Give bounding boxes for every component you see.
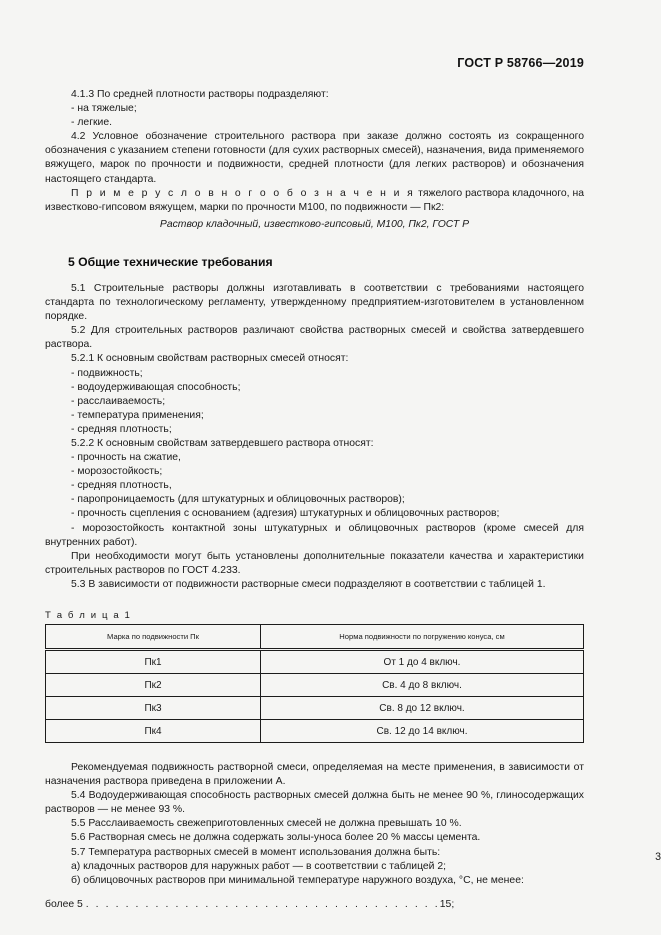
recommended-mobility-note: Рекомендуемая подвижность растворной смеси, определяемая на месте применения, в зависимости от назначения раствора приведена в приложении А.: [45, 762, 584, 788]
leader-dots: . . . . . . . . . . . . . . . . . . . . . . . . . . . . . . . . . . . .: [85, 899, 440, 911]
table-cell-grade: Пк3: [46, 697, 261, 720]
table-1: [45, 624, 584, 743]
table-header-marka: Марка по подвижности Пк: [46, 625, 261, 650]
clause-4-2: 4.2 Условное обозначение строительного раствора при заказе должно состоять из сокращенного обозначения с указанием степени готовности (для сухих растворных смесей), назначения, вида применяемого вяжущего, марок по прочности и подвижности, средней плотности (для легких растворов) и обозначения настоящего стандарта.: [45, 131, 584, 185]
clause-5-5: 5.5 Расслаиваемость свежеприготовленных смесей не должна превышать 10 %.: [71, 818, 462, 830]
table-row: [46, 697, 584, 720]
designation-example-paragraph: [45, 187, 584, 215]
table-cell-grade: Пк2: [46, 674, 261, 697]
table-cell-range: Св. 8 до 12 включ.: [261, 697, 584, 720]
table-cell-range: Св. 12 до 14 включ.: [261, 720, 584, 743]
list-item-morozostoykost: - морозостойкость;: [71, 466, 163, 478]
leader-line-row: [45, 898, 584, 912]
clause-5-7-item-b: б) облицовочных растворов при минимальной температуре наружного воздуха, °С, не менее:: [71, 874, 524, 886]
clause-5-3: 5.3 В зависимости от подвижности растворные смеси подразделяют в соответствии с таблицей 1.: [71, 578, 546, 590]
leader-value: 15;: [439, 899, 455, 911]
section-heading-5: 5 Общие технические требования: [68, 254, 273, 269]
clause-4-1-3-item-a: - на тяжелые;: [71, 103, 137, 115]
list-item-prochnost-stsepleniya: - прочность сцепления с основанием (адгезия) штукатурных и облицовочных растворов;: [71, 508, 500, 520]
designation-example-label: П р и м е р у с л о в н о г о о б о з н а ч е н и я: [71, 187, 416, 199]
body-text-block: [45, 88, 584, 923]
clause-5-6: 5.6 Растворная смесь не должна содержать золы-уноса более 20 % массы цемента.: [71, 832, 481, 844]
designation-example-text: тяжелого раствора кладочного, на известково-гипсовом вяжущем, марки по прочности М100, по подвижности — Пк2:: [45, 187, 585, 213]
table-1-caption: Т а б л и ц а 1: [45, 610, 132, 621]
list-item-morozostoykost-kontaktnoy: - морозостойкость контактной зоны штукатурных и облицовочных растворов (кроме смесей для внутренних работ).: [45, 522, 584, 548]
table-row: [46, 674, 584, 697]
list-item-temperatura: - температура применения;: [71, 409, 204, 421]
list-item-srednyaya-plotnost-2: - средняя плотность,: [71, 480, 172, 492]
table-cell-range: Св. 4 до 8 включ.: [261, 674, 584, 697]
table-header-row: [46, 625, 584, 650]
clause-5-7: 5.7 Температура растворных смесей в момент использования должна быть:: [71, 846, 441, 858]
table-cell-range: От 1 до 4 включ.: [261, 650, 584, 674]
table-header-norma: Норма подвижности по погружению конуса, см: [261, 625, 584, 650]
clause-5-4: 5.4 Водоудерживающая способность растворных смесей должна быть не менее 90 %, глиносодержащих растворов — не менее 93 %.: [45, 790, 584, 816]
designation-example-value: Раствор кладочный, известково-гипсовый, М100, Пк2, ГОСТ Р: [159, 218, 470, 230]
clause-5-7-item-a: а) кладочных растворов для наружных работ — в соответствии с таблицей 2;: [71, 860, 447, 872]
table-row: [46, 650, 584, 674]
clause-5-2-1: 5.2.1 К основным свойствам растворных смесей относят:: [71, 353, 349, 365]
clause-4-1-3-item-b: - легкие.: [71, 117, 112, 129]
table-cell-grade: Пк1: [46, 650, 261, 674]
standard-header: ГОСТ Р 58766—2019: [457, 56, 584, 70]
list-item-podvizhnost: - подвижность;: [71, 367, 143, 379]
table-row: [46, 720, 584, 743]
list-item-paropronitsaemost: - паропроницаемость (для штукатурных и облицовочных растворов);: [71, 494, 405, 506]
clause-5-2: 5.2 Для строительных растворов различают свойства растворных смесей и свойства затвердевшего раствора.: [45, 325, 584, 351]
leader-label: более 5: [45, 899, 86, 911]
list-item-vodouderzhivayushchaya: - водоудерживающая способность;: [71, 381, 241, 393]
list-item-rassloaivaemost: - расслаиваемость;: [71, 395, 166, 407]
clause-5-2-2: 5.2.2 К основным свойствам затвердевшего раствора относят:: [71, 437, 374, 449]
list-item-srednyaya-plotnost: - средняя плотность;: [71, 423, 172, 435]
clause-5-1: 5.1 Строительные растворы должны изготавливать в соответствии с требованиями настоящего стандарта по технологическому регламенту, утвержденному предприятием-изготовителем в установленном порядке.: [45, 282, 584, 323]
note-additional-indicators: При необходимости могут быть установлены дополнительные показатели качества и характеристики строительных растворов по ГОСТ 4.233.: [45, 550, 584, 576]
clause-4-1-3: 4.1.3 По средней плотности растворы подразделяют:: [71, 89, 329, 100]
page-number: 3: [655, 851, 661, 863]
table-cell-grade: Пк4: [46, 720, 261, 743]
list-item-prochnost-szhatie: - прочность на сжатие,: [71, 452, 181, 464]
